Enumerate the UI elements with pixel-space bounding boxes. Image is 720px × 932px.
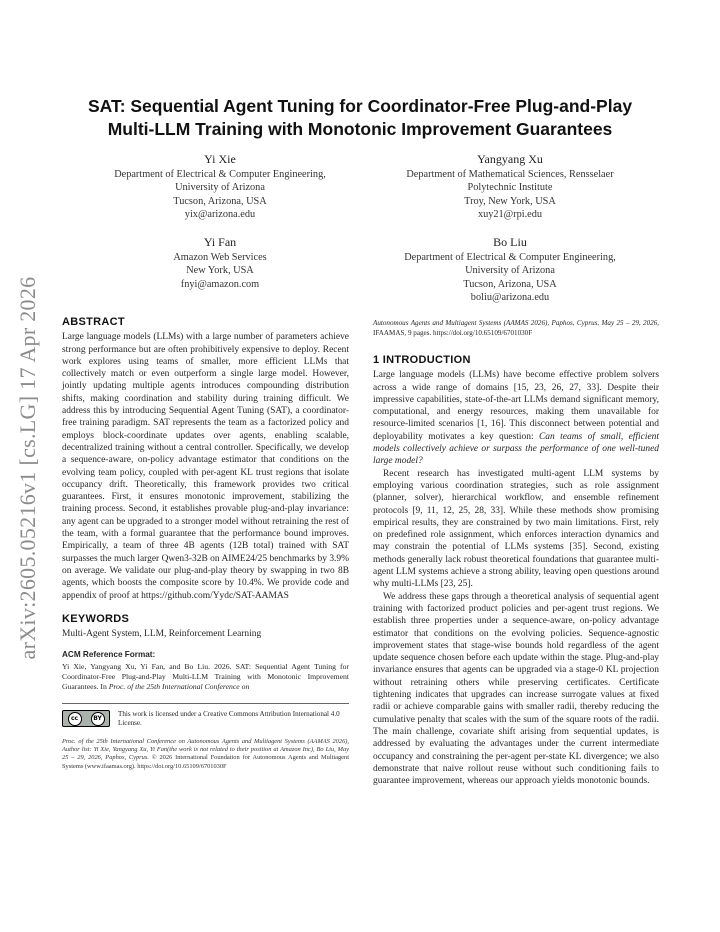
author-block-yi-fan	[90, 235, 350, 291]
acm-reference-heading: ACM Reference Format:	[62, 650, 156, 660]
author-affiliation: University of Arizona	[175, 182, 265, 194]
author-email: boliu@arizona.edu	[470, 292, 550, 304]
author-email: xuy21@rpi.edu	[477, 209, 543, 221]
author-email: fnyi@amazon.com	[180, 278, 260, 290]
acm-reference-italic: Proc. of the 25th International Conference on	[108, 681, 250, 691]
abstract-text: Large language models (LLMs) with a large number of parameters achieve strong performance but are often prohibitively expensive to deploy. Recent work explores using teams of smaller, more efficient LLMs that collectively match or even outperform a single large model. However, jointly updating multiple agents introduces compounding distribution shifts, making coordination and stability during training difficult. We address this by introducing Sequential Agent Tuning (SAT), a coordinator-free training paradigm. SAT represents the team as a factorized policy and employs block-coordinate updates over agents, enabling scalable, decentralized training without a central controller. Specifically, we develop a sequence-aware, on-policy advantage estimator that conditions on the evolving team policy, coupled with per-agent KL trust regions that isolate occupancy drift. Theoretically, this framework provides two critical guarantees. First, it ensures monotonic improvement, stabilizing the training process. Second, it establishes provable plug-and-play invariance: any agent can be upgraded to a stronger model without retraining the rest of the team, with a formal guarantee that the performance bound improves. Empirically, a team of three 4B agents (12B total) trained with SAT surpasses the much larger Qwen3-32B on AIME24/25 benchmarks by 3.9% on average. We validate our plug-and-play theory by swapping in two 8B agents, which boosts the composite score by 10.4%. We provide code and appendix of proof at https://github.com/Yydc/SAT-AAMAS	[62, 332, 349, 601]
author-affiliation: University of Arizona	[465, 265, 555, 277]
author-affiliation: Department of Electrical & Computer Engineering,	[404, 252, 616, 263]
footnote-rule	[62, 703, 349, 704]
intro-paragraph-1	[373, 369, 659, 467]
author-name: Bo Liu	[493, 235, 527, 249]
author-block-yi-xie	[90, 152, 350, 222]
cc-icon: cc	[68, 712, 82, 726]
acm-reference-text	[62, 662, 349, 692]
author-name: Yangyang Xu	[477, 152, 543, 166]
keywords-heading: KEYWORDS	[62, 612, 130, 625]
left-column	[62, 316, 349, 778]
author-affiliation: Polytechnic Institute	[467, 182, 553, 194]
proceedings-note	[62, 738, 349, 772]
intro-paragraph-3: We address these gaps through a theoretical analysis of sequential agent training with factorized product policies and per-agent trust regions. We establish three properties under a sequence-aware, on-policy advantage estimator that conditions on the evolving policies. Sequence-agnostic improvement states that stage-wise bounds hold regardless of the agent update sequence chosen before each update within the stage. Plug-and-play invariance ensures that agents can be upgraded via a stage-0 KL projection without retraining others while preserving certificates. Certificate tightening indicates that upgrades can increase surrogate values at fixed radii or achieve comparable gains with smaller radii, thereby reducing the cumulative penalty that scales with the sum of the square roots of the radii. The main challenge, covariate shift arising from sequential updates, is addressed by evaluating the advantages under the current intermediate occupancy and constraining the per-agent per-state KL divergence; we also demonstrate that naive rollout reuse without such conditioning fails to guarantee improvement, whereas our approach yields monotonic bounds.	[373, 591, 659, 787]
proceedings-note-plain: © 2026 International Foundation for Autonomous Agents and Multiagent Systems (www.ifaamas.org). https://doi.org/10.65109/6701030F	[62, 754, 349, 770]
author-location: New York, USA	[186, 265, 254, 277]
by-person-icon: BY	[91, 712, 105, 726]
author-affiliation: Department of Electrical & Computer Engineering,	[114, 169, 326, 180]
author-location: Troy, New York, USA	[464, 195, 556, 207]
proceedings-note-italic: Proc. of the 25th International Conference on Autonomous Agents and Multiagent Systems (AAMAS 2026), Author list: Yi Xie, Yangyang Xu, Yi Fan(the work is not related to their position at Amazon Inc), Bo Liu, May 25 – 29, 2026, Paphos, Cyprus.	[62, 737, 349, 762]
abstract-heading: ABSTRACT	[62, 316, 125, 328]
intro-p1-plain: Large language models (LLMs) have become effective problem solvers across a wide range of domains [15, 23, 26, 27, 33]. Despite their impressive capabilities, state-of-the-art LLMs demand significant memory, computational, and energy resources, making them unavailable for resource-limited scenarios [1, 16]. This disconnect between potential and deployability motivates a key question:	[373, 370, 659, 442]
author-name: Yi Xie	[204, 152, 236, 166]
license-block	[62, 710, 349, 729]
title-line-1: SAT: Sequential Agent Tuning for Coordinator-Free Plug-and-Play	[87, 96, 633, 116]
arxiv-stamp	[6, 258, 50, 678]
author-affiliation: Department of Mathematical Sciences, Rensselaer	[406, 169, 614, 180]
acm-reference-plain: Yi Xie, Yangyang Xu, Yi Fan, and Bo Liu. 2026. SAT: Sequential Agent Tuning for Coordinator-Free Plug-and-Play Multi-LLM Training with Monotonic Improvement Guarantees. In	[62, 661, 349, 691]
right-column	[373, 316, 659, 787]
venue-line	[373, 318, 659, 338]
author-name: Yi Fan	[203, 235, 237, 249]
arxiv-stamp-text: arXiv:2605.05216v1 [cs.LG] 17 Apr 2026	[15, 276, 40, 660]
introduction-heading: 1 INTRODUCTION	[373, 354, 471, 366]
author-location: Tucson, Arizona, USA	[463, 278, 557, 290]
author-affiliation: Amazon Web Services	[173, 252, 267, 263]
intro-paragraph-2: Recent research has investigated multi-agent LLM systems by employing various coordination strategies, such as role assignment (planner, solver), hierarchical workflow, and ensemble refinement protocols [9, 11, 12, 25, 28, 33]. While these methods show promising empirical results, they are constrained by two main limitations. First, rely on predefined role assignment, which enforces interaction dynamics and may constrain the potential of LLMs systems [35]. Second, existing methods generally lack robust theoretical foundations that guarantee multi-agent LLM systems achieve a strong ability, leaving open questions around why multi-LLMs [23, 25].	[373, 468, 659, 590]
keywords-text: Multi-Agent System, LLM, Reinforcement Learning	[62, 629, 262, 640]
author-email: yix@arizona.edu	[184, 209, 256, 221]
license-text: This work is licensed under a Creative Commons Attribution International 4.0 License.	[118, 710, 340, 728]
venue-plain: IFAAMAS, 9 pages. https://doi.org/10.65109/6701030F	[373, 329, 533, 337]
cc-by-badge-icon	[62, 710, 110, 727]
author-location: Tucson, Arizona, USA	[173, 195, 267, 207]
intro-p1-question: Can teams of small, efficient models collectively achieve or surpass the performance of one well-tuned large model?	[373, 431, 659, 467]
title-line-2: Multi-LLM Training with Monotonic Improvement Guarantees	[107, 119, 613, 139]
author-block-yangyang-xu	[380, 152, 640, 222]
venue-italic: Autonomous Agents and Multiagent Systems (AAMAS 2026), Paphos, Cyprus, May 25 – 29, 2026,	[373, 319, 659, 327]
author-block-bo-liu	[380, 235, 640, 305]
paper-title	[30, 95, 690, 141]
